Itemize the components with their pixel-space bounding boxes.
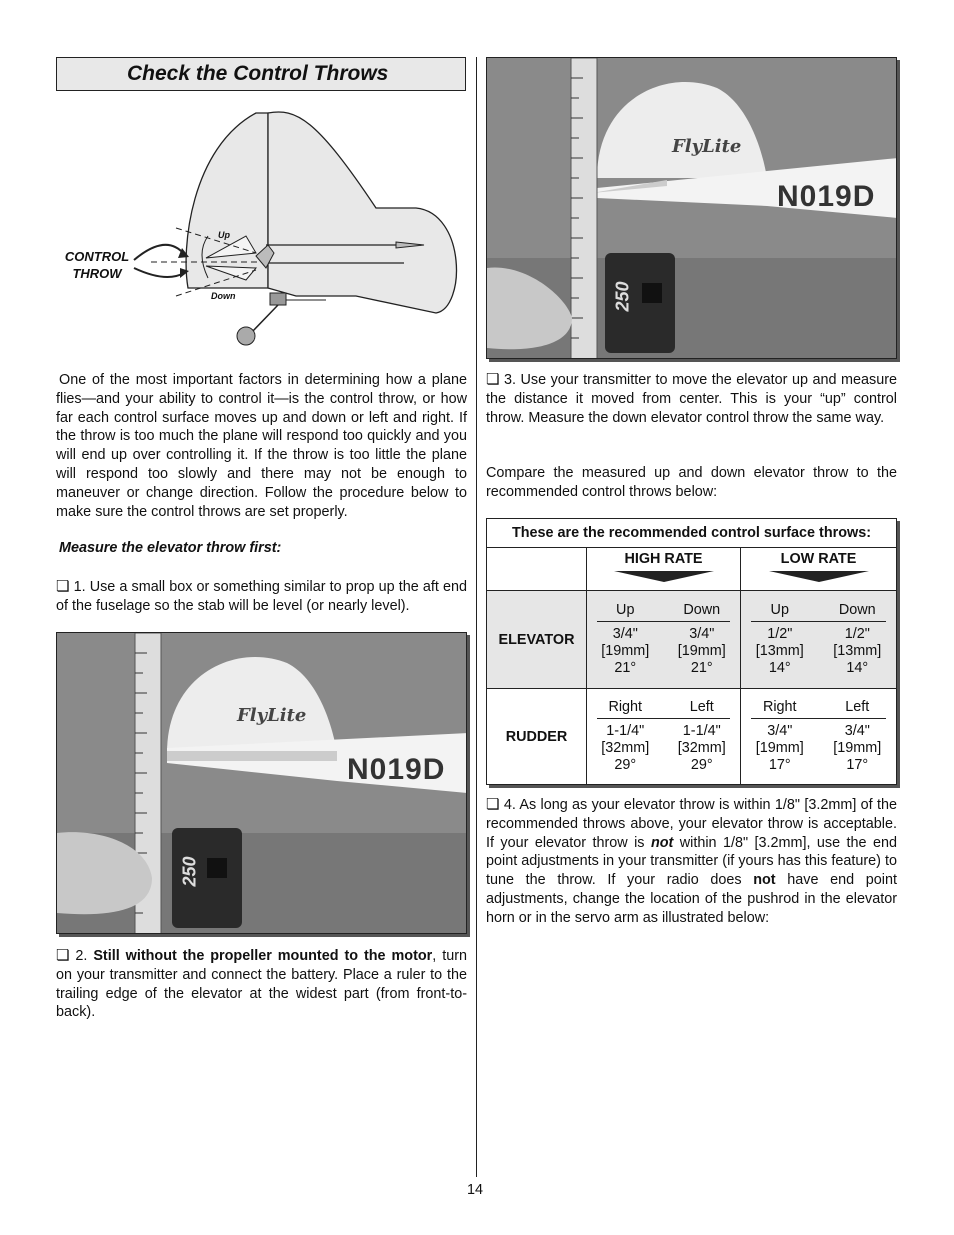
registration-2: N019D (777, 180, 876, 213)
battery-label-2: 250 (612, 281, 633, 312)
battery-label-1: 250 (179, 856, 200, 887)
elevator-low-rate (741, 591, 897, 689)
tail-diagram-svg (56, 108, 466, 348)
elevator-label: ELEVATOR (487, 591, 587, 689)
step-3 (486, 370, 897, 427)
checkbox-icon[interactable]: ❏ (56, 577, 70, 595)
value-mm: [32mm] (677, 740, 726, 756)
control-throw-diagram (56, 108, 466, 348)
value-in: 1-1/4" (682, 723, 721, 739)
column-divider (476, 57, 477, 1177)
section-title: Check the Control Throws (127, 62, 389, 85)
value-mm: [13mm] (833, 643, 882, 659)
elevator-row (487, 591, 897, 689)
value-deg: 21° (614, 660, 637, 676)
low-rate-label: LOW RATE (780, 551, 857, 567)
value-in: 1/2" (844, 626, 870, 642)
step-1 (56, 577, 467, 616)
dir-left: Left (689, 699, 714, 715)
value-mm: [19mm] (833, 740, 882, 756)
up-label: Up (218, 230, 230, 240)
dir-right: Right (608, 699, 643, 715)
step-3-text: 3. Use your transmitter to move the elevator up and measure the distance it moved from center. This is your “up” control throw. Measure the down elevator control throw the same way. (486, 372, 898, 426)
dir-up: Up (616, 602, 635, 618)
value-mm: [19mm] (601, 643, 650, 659)
checkbox-icon[interactable]: ❏ (56, 946, 70, 964)
step-2-prefix: 2. (75, 948, 94, 964)
value-in: 1/2" (767, 626, 793, 642)
control-throw-label (62, 248, 132, 282)
checkbox-icon[interactable]: ❏ (486, 370, 500, 388)
down-label: Down (211, 291, 236, 301)
empty-header-cell (487, 548, 587, 591)
dir-down: Down (838, 602, 876, 618)
step-2-bold: Still without the propeller mounted to the motor (93, 948, 433, 964)
step-4 (486, 795, 897, 928)
control-throws-table (486, 518, 897, 785)
rudder-high-right (595, 723, 655, 774)
step-4-part3: have end point adjustments, change the location of the pushrod in the elevator horn or in the servo arm as illustrated below: (486, 872, 897, 926)
low-rate-header (741, 548, 897, 591)
step-4-not-italic: not (650, 834, 674, 851)
dir-left: Left (845, 699, 870, 715)
rate-header-row (487, 548, 897, 591)
table-title-row (487, 519, 897, 548)
elevator-high-rate (587, 591, 741, 689)
plane-brand-2: FlyLite (672, 136, 742, 157)
step-4-not-bold: not (753, 872, 776, 889)
checkbox-icon[interactable]: ❏ (486, 795, 500, 813)
step-4-part1: 4. As long as your elevator throw is within 1/8" [3.2mm] of the recommended throws above, your elevator throw is acceptable. If your elevator throw is (486, 797, 898, 851)
value-in: 3/4" (689, 626, 715, 642)
elevator-low-up (750, 626, 810, 677)
value-deg: 17° (846, 757, 869, 773)
dir-up: Up (770, 602, 789, 618)
photo-elevator-ruler-1 (56, 632, 467, 934)
value-mm: [32mm] (601, 740, 650, 756)
value-in: 3/4" (612, 626, 638, 642)
subheading: Measure the elevator throw first: (59, 540, 282, 556)
step-2-rest: , turn on your transmitter and connect the battery. Place a ruler to the trailing edge of the elevator at the widest part (from front-to-back). (56, 948, 467, 1021)
high-rate-label: HIGH RATE (624, 551, 703, 567)
plane-brand-1: FlyLite (237, 705, 307, 726)
dir-down: Down (683, 602, 721, 618)
rudder-high-rate (587, 689, 741, 785)
rudder-label: RUDDER (487, 689, 587, 785)
page-number: 14 (467, 1182, 484, 1198)
intro-paragraph: One of the most important factors in determining how a plane flies—and your ability to control it—is the control throw, or how far each control surface moves up and down or left and right. If the throw is too much the plane will respond too quickly and you will end up over controlling it. If the throw is too little the plane will respond too slowly and there may not be enough to maneuver or change direction. Follow the procedure below to make sure the control throws are set properly. (56, 372, 467, 520)
table-title: These are the recommended control surface throws: (487, 519, 897, 548)
elevator-high-down (672, 626, 732, 677)
value-in: 1-1/4" (606, 723, 645, 739)
section-title-box (56, 57, 466, 91)
dir-right: Right (762, 699, 797, 715)
step-4-part2: within 1/8" [3.2mm], use the end point adjustments in your transmitter (if yours has this feature) to tune the throw. If your radio does (486, 834, 897, 889)
value-deg: 21° (690, 660, 713, 676)
elevator-high-up (595, 626, 655, 677)
down-arrow-icon (614, 569, 714, 583)
elevator-low-down (827, 626, 887, 677)
control-label: CONTROL (64, 249, 130, 264)
compare-paragraph: Compare the measured up and down elevator throw to the recommended control throws below: (486, 465, 897, 500)
rudder-row (487, 689, 897, 785)
value-in: 3/4" (767, 723, 793, 739)
rudder-low-rate (741, 689, 897, 785)
value-mm: [13mm] (755, 643, 804, 659)
value-deg: 14° (846, 660, 869, 676)
value-deg: 14° (768, 660, 791, 676)
down-arrow-icon (769, 569, 869, 583)
value-deg: 29° (614, 757, 637, 773)
registration-1: N019D (347, 753, 446, 786)
value-deg: 17° (768, 757, 791, 773)
value-in: 3/4" (844, 723, 870, 739)
photo-elevator-ruler-2 (486, 57, 897, 359)
value-deg: 29° (690, 757, 713, 773)
value-mm: [19mm] (755, 740, 804, 756)
rudder-high-left (672, 723, 732, 774)
value-mm: [19mm] (677, 643, 726, 659)
step-2 (56, 946, 467, 1022)
rudder-low-left (827, 723, 887, 774)
high-rate-header (587, 548, 741, 591)
step-1-text: 1. Use a small box or something similar to prop up the aft end of the fuselage so the stab will be level (or nearly level). (56, 579, 467, 614)
rudder-low-right (750, 723, 810, 774)
throw-label: THROW (72, 266, 122, 281)
